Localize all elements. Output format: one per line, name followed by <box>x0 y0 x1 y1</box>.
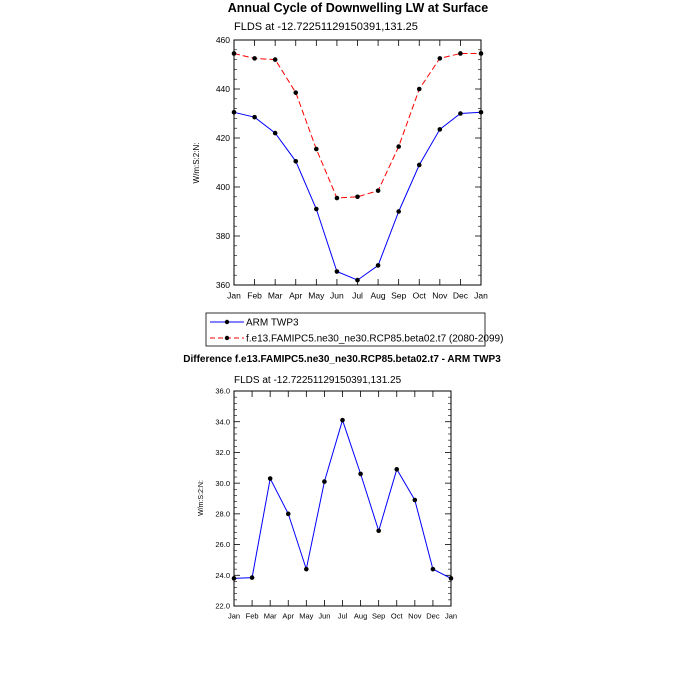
top-series-1-point <box>314 147 319 152</box>
top-series-0-point <box>417 163 422 168</box>
top-series-1-point <box>479 51 484 56</box>
top-chart-lines <box>232 51 484 282</box>
bottom-y-tick-label: 26.0 <box>215 540 230 550</box>
bottom-series-0-point <box>449 576 454 581</box>
bottom-series-0-point <box>250 575 255 580</box>
top-x-tick-label: Nov <box>432 290 448 301</box>
top-series-1-point <box>293 90 298 95</box>
top-x-tick-label: Mar <box>267 290 283 301</box>
bottom-chart-x-tick-labels <box>228 612 457 621</box>
top-x-tick-label: Jul <box>352 290 363 301</box>
bottom-x-tick-label: Jan <box>227 611 241 621</box>
top-x-tick-label: Sep <box>391 290 407 301</box>
bottom-chart-title: Difference f.e13.FAMIPC5.ne30_ne30.RCP85.beta02.t7 - ARM TWP3 <box>183 354 501 365</box>
bottom-y-tick-label: 36.0 <box>215 386 230 396</box>
top-series-1-point <box>417 87 422 92</box>
top-x-tick-label: Dec <box>452 290 468 301</box>
bottom-x-tick-label: Nov <box>408 611 422 621</box>
top-series-0-point <box>314 207 319 212</box>
bottom-x-tick-label: Aug <box>353 611 368 621</box>
bottom-chart-y-label: W/m:S:2:N: <box>198 480 205 516</box>
bottom-y-tick-label: 32.0 <box>215 448 230 458</box>
top-x-tick-label: Jun <box>330 290 344 301</box>
top-series-0-point <box>335 269 340 274</box>
top-chart-title: Annual Cycle of Downwelling LW at Surface <box>227 1 489 15</box>
top-chart-ticks <box>234 40 481 285</box>
top-x-tick-label: Jan <box>474 290 488 301</box>
top-chart-y-tick-labels <box>216 35 230 290</box>
top-y-tick-label: 380 <box>215 230 230 241</box>
bottom-chart-lines <box>232 418 454 581</box>
top-series-0-point <box>396 209 401 214</box>
legend-label-model: f.e13.FAMIPC5.ne30_ne30.RCP85.beta02.t7 (2080-2099) <box>246 333 504 345</box>
top-series-1-point <box>273 57 278 62</box>
top-series-0-point <box>376 263 381 268</box>
bottom-y-tick-label: 22.0 <box>215 601 230 611</box>
bottom-series-0-point <box>322 479 327 484</box>
top-chart-legend <box>206 313 503 346</box>
bottom-series-0-point <box>232 576 237 581</box>
top-series-0-point <box>355 278 360 283</box>
top-series-1-point <box>335 196 340 201</box>
bottom-series-0-point <box>286 512 291 517</box>
bottom-series-line-0 <box>234 420 451 578</box>
legend-marker-arm <box>225 320 229 324</box>
top-series-1-point <box>355 195 360 200</box>
chart-top <box>192 1 503 346</box>
top-y-tick-label: 460 <box>215 34 230 45</box>
top-x-tick-label: Apr <box>289 290 303 301</box>
bottom-x-tick-label: Oct <box>390 611 403 621</box>
bottom-x-tick-label: Mar <box>263 611 277 621</box>
bottom-series-0-point <box>413 498 418 503</box>
top-series-0-point <box>438 127 443 132</box>
bottom-series-0-point <box>376 528 381 533</box>
top-series-0-point <box>293 159 298 164</box>
top-chart-x-tick-labels <box>227 291 488 301</box>
bottom-chart-y-tick-labels <box>215 387 230 611</box>
top-series-1-point <box>232 51 237 56</box>
bottom-series-0-point <box>268 476 273 481</box>
top-series-1-point <box>438 56 443 61</box>
top-series-1-point <box>458 51 463 56</box>
bottom-x-tick-label: Feb <box>245 611 259 621</box>
top-series-0-point <box>273 131 278 136</box>
bottom-y-tick-label: 34.0 <box>215 417 230 427</box>
top-x-tick-label: Aug <box>370 290 386 301</box>
top-chart-subtitle: FLDS at -12.72251129150391,131.25 <box>234 21 418 33</box>
bottom-series-0-point <box>431 567 436 572</box>
legend-label-arm: ARM TWP3 <box>246 317 299 329</box>
bottom-y-tick-label: 30.0 <box>215 478 230 488</box>
legend-marker-model <box>225 336 229 340</box>
bottom-x-tick-label: Sep <box>371 611 386 621</box>
top-chart-plot-frame <box>234 40 481 285</box>
bottom-series-0-point <box>358 472 363 477</box>
top-x-tick-label: Jan <box>227 290 241 301</box>
top-y-tick-label: 400 <box>215 181 230 192</box>
top-x-tick-label: Feb <box>247 290 262 301</box>
bottom-x-tick-label: Dec <box>426 611 440 621</box>
top-y-tick-label: 420 <box>215 132 230 143</box>
bottom-x-tick-label: May <box>299 611 314 621</box>
bottom-y-tick-label: 28.0 <box>215 509 230 519</box>
top-series-0-point <box>252 115 257 120</box>
top-series-1-point <box>396 144 401 149</box>
top-series-0-point <box>479 110 484 115</box>
bottom-series-0-point <box>340 418 345 423</box>
bottom-x-tick-label: Apr <box>282 611 295 621</box>
bottom-chart-subtitle: FLDS at -12.72251129150391,131.25 <box>234 375 402 386</box>
chart-bottom <box>183 354 501 621</box>
top-series-1-point <box>376 188 381 193</box>
bottom-x-tick-label: Jul <box>337 611 348 621</box>
top-y-tick-label: 440 <box>215 83 230 94</box>
bottom-x-tick-label: Jan <box>444 611 458 621</box>
bottom-y-tick-label: 24.0 <box>215 570 230 580</box>
top-y-tick-label: 360 <box>215 279 230 290</box>
bottom-x-tick-label: Jun <box>318 611 331 621</box>
top-x-tick-label: May <box>308 290 325 301</box>
top-chart-y-label: W/m:S:2:N: <box>192 142 201 184</box>
bottom-series-0-point <box>304 567 309 572</box>
top-series-0-point <box>458 111 463 116</box>
top-series-0-point <box>232 110 237 115</box>
bottom-series-0-point <box>394 467 399 472</box>
top-x-tick-label: Oct <box>412 290 426 301</box>
top-series-1-point <box>252 56 257 61</box>
